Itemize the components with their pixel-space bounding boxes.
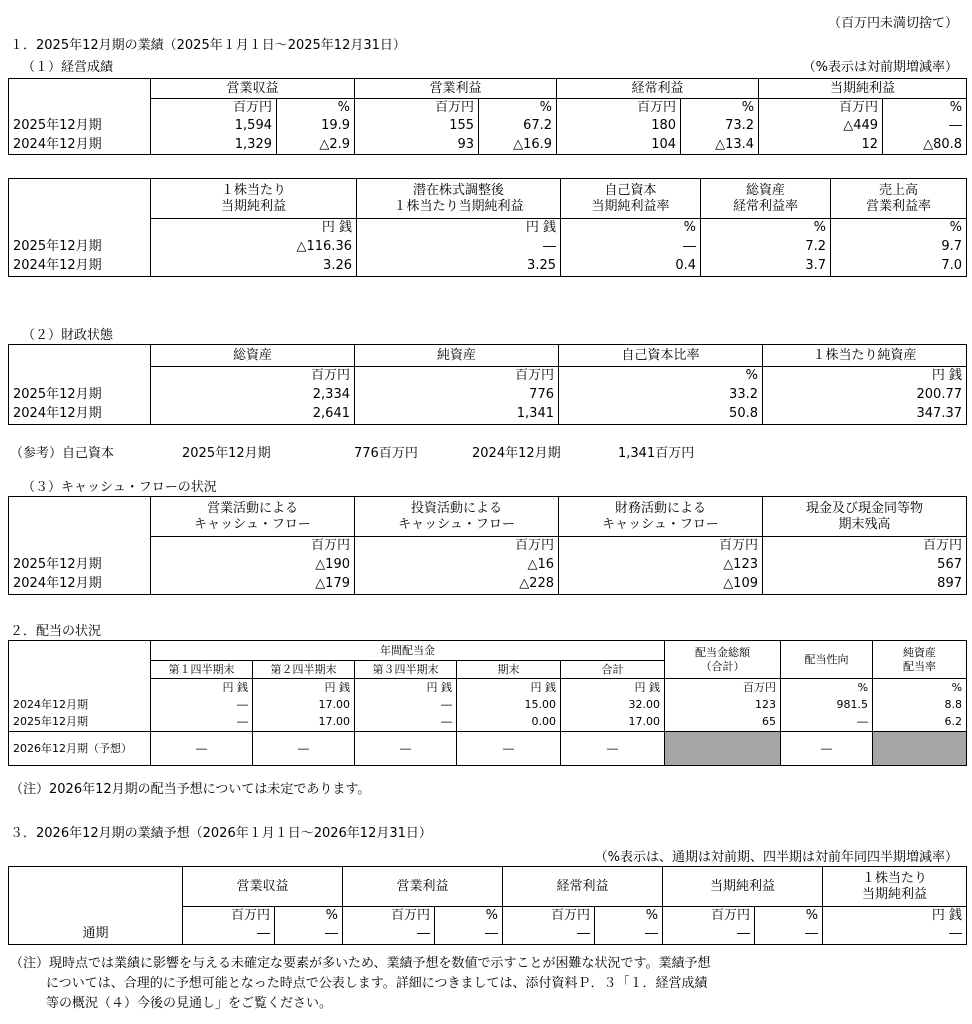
row-label: 2024年12月期	[9, 575, 151, 595]
header-q1-end: 第１四半期末	[151, 661, 253, 679]
table-row	[9, 714, 967, 732]
value-cell: ―	[343, 925, 435, 945]
table-row	[9, 237, 967, 257]
unit-cell: 百万円	[503, 907, 595, 925]
value-cell: △179	[151, 575, 355, 595]
value-cell: 1,329	[151, 136, 277, 155]
row-label: 2025年12月期	[9, 237, 151, 257]
row-label: 2026年12月期（予想）	[9, 732, 151, 766]
unit-cell: %	[277, 99, 355, 117]
value-cell: ―	[357, 237, 561, 257]
unit-cell: 円 銭	[823, 907, 967, 925]
value-cell: △2.9	[277, 136, 355, 155]
unit-note: （百万円未満切捨て）	[827, 16, 958, 31]
header-total-assets: 総資産	[151, 345, 355, 367]
value-cell: 0.4	[561, 257, 701, 277]
forecast-note: （%表示は、通期は対前期、四半期は対前年同四半期増減率）	[594, 850, 958, 865]
value-cell: 12	[759, 136, 883, 155]
unit-cell: %	[781, 679, 873, 697]
value-cell: 3.26	[151, 257, 357, 277]
header-dividend-on-equity: 純資産 配当率	[873, 641, 967, 679]
header-roa: 総資産 経常利益率	[701, 179, 831, 219]
forecast-table	[8, 866, 967, 945]
value-cell: 981.5	[781, 697, 873, 714]
unit-cell: %	[681, 99, 759, 117]
value-cell: ―	[561, 237, 701, 257]
header-operating-profit: 営業利益	[343, 867, 503, 907]
row-label: 2025年12月期	[9, 714, 151, 732]
value-cell: ―	[755, 925, 823, 945]
unit-cell: 円 銭	[253, 679, 355, 697]
value-cell: △13.4	[681, 136, 759, 155]
value-cell: 8.8	[873, 697, 967, 714]
value-cell: 123	[665, 697, 781, 714]
value-cell: 32.00	[561, 697, 665, 714]
value-cell: ―	[781, 732, 873, 766]
value-cell: 6.2	[873, 714, 967, 732]
unit-cell: 百万円	[151, 367, 355, 385]
row-label: 2024年12月期	[9, 136, 151, 155]
value-cell: 67.2	[479, 117, 557, 136]
value-cell: ―	[275, 925, 343, 945]
value-cell: ―	[595, 925, 663, 945]
value-cell: 0.00	[457, 714, 561, 732]
unit-cell: 百万円	[183, 907, 275, 925]
value-cell: 2,641	[151, 405, 355, 425]
value-cell: ―	[151, 732, 253, 766]
value-cell: ―	[561, 732, 665, 766]
header-net-income: 当期純利益	[663, 867, 823, 907]
value-cell: △449	[759, 117, 883, 136]
value-cell: 7.0	[831, 257, 967, 277]
per-share-metrics-table	[8, 178, 967, 277]
value-cell: 1,341	[355, 405, 559, 425]
header-diluted-eps: 潜在株式調整後 １株当たり当期純利益	[357, 179, 561, 219]
header-operating-cf: 営業活動による キャッシュ・フロー	[151, 497, 355, 537]
financial-position-title: （２）財政状態	[22, 328, 114, 343]
value-cell: 180	[557, 117, 681, 136]
value-cell: ―	[663, 925, 755, 945]
value-cell: 776	[355, 385, 559, 405]
value-cell: 897	[763, 575, 967, 595]
unit-cell: 円 銭	[151, 679, 253, 697]
dividends-title: ２．配当の状況	[10, 624, 102, 639]
table-row	[9, 575, 967, 595]
unit-cell: 百万円	[343, 907, 435, 925]
shaded-cell	[665, 732, 781, 766]
value-cell: 7.2	[701, 237, 831, 257]
unit-cell: %	[275, 907, 343, 925]
dividends-table	[8, 640, 967, 766]
value-cell: ―	[355, 697, 457, 714]
unit-cell: 百万円	[759, 99, 883, 117]
unit-cell: %	[831, 219, 967, 237]
row-label: 通期	[9, 925, 183, 945]
cash-flow-table	[8, 496, 967, 595]
unit-cell: %	[873, 679, 967, 697]
header-investing-cf: 投資活動による キャッシュ・フロー	[355, 497, 559, 537]
value-cell: ―	[435, 925, 503, 945]
value-cell: ―	[151, 697, 253, 714]
table-row	[9, 136, 967, 155]
header-bps: １株当たり純資産	[763, 345, 967, 367]
value-cell: 65	[665, 714, 781, 732]
shaded-cell	[873, 732, 967, 766]
unit-cell: 百万円	[355, 537, 559, 555]
value-cell: 93	[355, 136, 479, 155]
unit-cell: 円 銭	[561, 679, 665, 697]
unit-cell: %	[479, 99, 557, 117]
unit-cell: 百万円	[151, 99, 277, 117]
row-label: 2024年12月期	[9, 257, 151, 277]
unit-cell: %	[883, 99, 967, 117]
header-net-income: 当期純利益	[759, 79, 967, 99]
table-row	[9, 697, 967, 714]
financial-position-table	[8, 344, 967, 425]
value-cell: 155	[355, 117, 479, 136]
table-row	[9, 405, 967, 425]
header-ordinary-profit: 経常利益	[503, 867, 663, 907]
cash-flow-title: （３）キャッシュ・フローの状況	[22, 480, 217, 495]
value-cell: 9.7	[831, 237, 967, 257]
section1-title: １．2025年12月期の業績（2025年１月１日～2025年12月31日）	[10, 38, 406, 53]
value-cell: ―	[823, 925, 967, 945]
header-eps: １株当たり 当期純利益	[823, 867, 967, 907]
forecast-footnote-line-2: については、合理的に予想可能となった時点で公表します。詳細につきましては、添付資料Ｐ．３「１．経営成績	[46, 976, 708, 991]
value-cell: △80.8	[883, 136, 967, 155]
value-cell: △116.36	[151, 237, 357, 257]
header-payout-ratio: 配当性向	[781, 641, 873, 679]
unit-cell: 百万円	[663, 907, 755, 925]
value-cell: △228	[355, 575, 559, 595]
unit-cell: 百万円	[763, 537, 967, 555]
header-ordinary-profit: 経常利益	[557, 79, 759, 99]
value-cell: 50.8	[559, 405, 763, 425]
unit-cell: %	[701, 219, 831, 237]
unit-cell: 百万円	[557, 99, 681, 117]
row-label: 2025年12月期	[9, 385, 151, 405]
header-total-dividends: 配当金総額 （合計）	[665, 641, 781, 679]
value-cell: 347.37	[763, 405, 967, 425]
table-row	[9, 555, 967, 575]
equity-reference-label: （参考）自己資本	[10, 446, 115, 461]
value-cell: 17.00	[253, 697, 355, 714]
header-eps: １株当たり 当期純利益	[151, 179, 357, 219]
value-cell: 104	[557, 136, 681, 155]
unit-cell: 百万円	[151, 537, 355, 555]
header-operating-profit: 営業利益	[355, 79, 557, 99]
blank-header	[9, 79, 151, 99]
value-cell: △16.9	[479, 136, 557, 155]
row-label: 2025年12月期	[9, 555, 151, 575]
unit-cell: %	[559, 367, 763, 385]
header-q2-end: 第２四半期末	[253, 661, 355, 679]
table-row	[9, 925, 967, 945]
header-roe: 自己資本 当期純利益率	[561, 179, 701, 219]
header-operating-revenue: 営業収益	[183, 867, 343, 907]
equity-reference-period-1: 2025年12月期	[182, 446, 271, 461]
row-label: 2024年12月期	[9, 405, 151, 425]
header-equity-ratio: 自己資本比率	[559, 345, 763, 367]
header-q3-end: 第３四半期末	[355, 661, 457, 679]
value-cell: △16	[355, 555, 559, 575]
header-net-assets: 純資産	[355, 345, 559, 367]
value-cell: △123	[559, 555, 763, 575]
unit-cell: 円 銭	[457, 679, 561, 697]
value-cell: 3.7	[701, 257, 831, 277]
value-cell: ―	[781, 714, 873, 732]
value-cell: 17.00	[561, 714, 665, 732]
table-row	[9, 117, 967, 136]
unit-cell: 円 銭	[763, 367, 967, 385]
value-cell: ―	[183, 925, 275, 945]
value-cell: ―	[503, 925, 595, 945]
value-cell: 3.25	[357, 257, 561, 277]
header-operating-revenue: 営業収益	[151, 79, 355, 99]
table-row	[9, 385, 967, 405]
operating-results-title: （１）経営成績	[22, 60, 114, 75]
change-rate-note: （%表示は対前期増減率）	[802, 60, 958, 75]
header-operating-margin: 売上高 営業利益率	[831, 179, 967, 219]
header-annual-dividend: 年間配当金	[151, 641, 665, 661]
value-cell: 1,594	[151, 117, 277, 136]
dividends-note: （注）2026年12月期の配当予想については未定であります。	[10, 782, 371, 797]
unit-cell: 円 銭	[355, 679, 457, 697]
value-cell: △109	[559, 575, 763, 595]
header-total: 合計	[561, 661, 665, 679]
unit-cell: 円 銭	[151, 219, 357, 237]
unit-cell: 百万円	[355, 99, 479, 117]
value-cell: 15.00	[457, 697, 561, 714]
operating-results-table	[8, 78, 967, 155]
value-cell: 19.9	[277, 117, 355, 136]
equity-reference-value-1: 776百万円	[354, 446, 418, 461]
equity-reference-period-2: 2024年12月期	[472, 446, 561, 461]
value-cell: △190	[151, 555, 355, 575]
value-cell: 2,334	[151, 385, 355, 405]
unit-cell: 百万円	[665, 679, 781, 697]
unit-cell: %	[561, 219, 701, 237]
value-cell: ―	[355, 714, 457, 732]
row-label: 2025年12月期	[9, 117, 151, 136]
unit-cell: 百万円	[355, 367, 559, 385]
header-year-end: 期末	[457, 661, 561, 679]
value-cell: ―	[457, 732, 561, 766]
table-row	[9, 257, 967, 277]
header-financing-cf: 財務活動による キャッシュ・フロー	[559, 497, 763, 537]
unit-cell: 円 銭	[357, 219, 561, 237]
forecast-title: ３．2026年12月期の業績予想（2026年１月１日～2026年12月31日）	[10, 826, 432, 841]
value-cell: ―	[355, 732, 457, 766]
value-cell: 567	[763, 555, 967, 575]
value-cell: ―	[151, 714, 253, 732]
table-row	[9, 732, 967, 766]
equity-reference-value-2: 1,341百万円	[618, 446, 695, 461]
value-cell: ―	[253, 732, 355, 766]
value-cell: 200.77	[763, 385, 967, 405]
value-cell: ―	[883, 117, 967, 136]
forecast-footnote-line-1: （注）現時点では業績に影響を与える未確定な要素が多いため、業績予想を数値で示すことが困難な状況です。業績予想	[10, 956, 711, 971]
unit-cell: 百万円	[559, 537, 763, 555]
value-cell: 17.00	[253, 714, 355, 732]
unit-cell: %	[595, 907, 663, 925]
unit-cell: %	[755, 907, 823, 925]
row-label: 2024年12月期	[9, 697, 151, 714]
unit-cell: %	[435, 907, 503, 925]
forecast-footnote-line-3: 等の概況（４）今後の見通し」をご覧ください。	[46, 996, 333, 1011]
header-cash-balance: 現金及び現金同等物 期末残高	[763, 497, 967, 537]
value-cell: 73.2	[681, 117, 759, 136]
value-cell: 33.2	[559, 385, 763, 405]
